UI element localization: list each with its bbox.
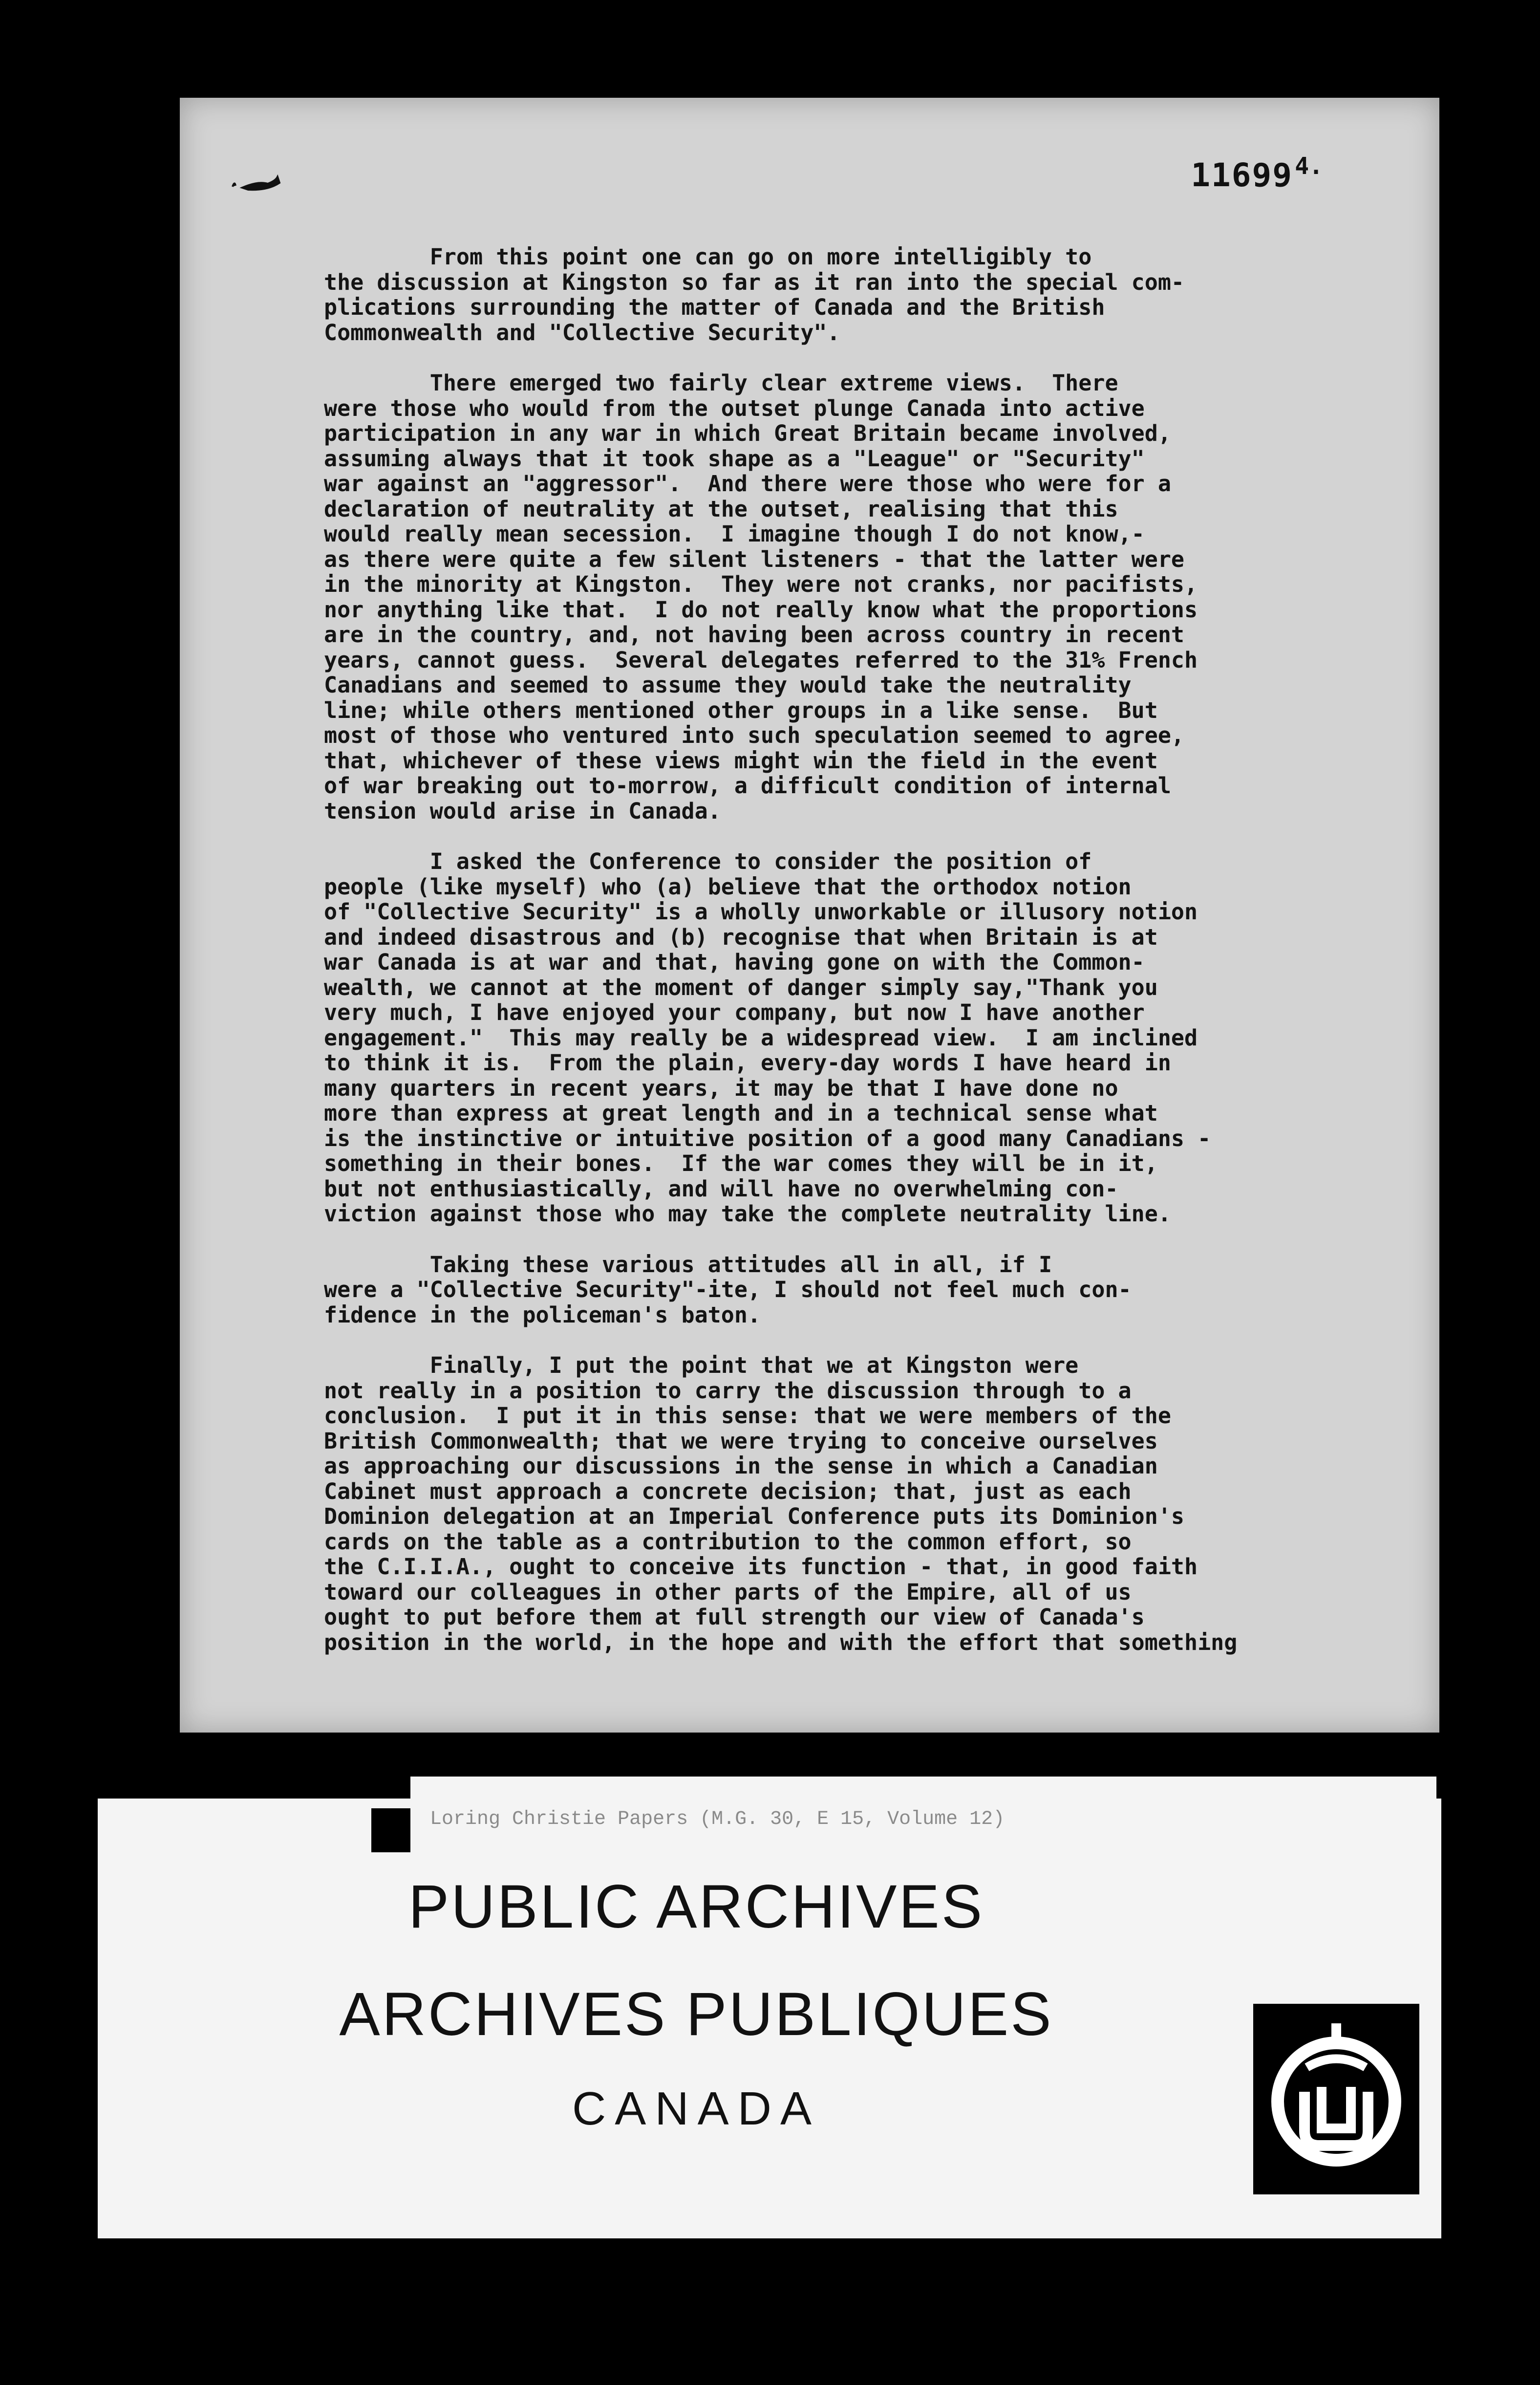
text-line: as there were quite a few silent listeners - that the latter were	[324, 546, 1184, 572]
text-line: of "Collective Security" is a wholly unworkable or illusory notion	[324, 899, 1198, 925]
text-line: to think it is. From the plain, every-day words I have heard in	[324, 1050, 1171, 1076]
text-line: Commonwealth and "Collective Security".	[324, 319, 840, 346]
text-line: and indeed disastrous and (b) recognise that when Britain is at	[324, 924, 1158, 950]
document-page	[180, 98, 1439, 1733]
text-line: tension would arise in Canada.	[324, 798, 721, 824]
text-line: There emerged two fairly clear extreme views. There	[324, 370, 1118, 396]
text-line: Finally, I put the point that we at Kingston were	[324, 1352, 1079, 1378]
text-line: nor anything like that. I do not really know what the proportions	[324, 596, 1198, 623]
text-line: I asked the Conference to consider the position of	[324, 848, 1092, 874]
text-line: but not enthusiastically, and will have no overwhelming con-	[324, 1175, 1118, 1202]
letter-body	[324, 244, 1413, 1680]
archive-country: CANADA	[572, 2082, 821, 2135]
text-line: very much, I have enjoyed your company, but now I have another	[324, 999, 1145, 1025]
text-line: From this point one can go on more intelligibly to	[324, 244, 1092, 270]
text-line: Canadians and seemed to assume they would take the neutrality	[324, 672, 1132, 698]
paragraph	[324, 244, 1413, 345]
text-line: viction against those who may take the complete neutrality line.	[324, 1201, 1171, 1227]
text-line: in the minority at Kingston. They were not cranks, nor pacifists,	[324, 571, 1198, 597]
text-line: fidence in the policeman's baton.	[324, 1301, 761, 1328]
archives-logo	[1253, 2004, 1419, 2194]
text-line: declaration of neutrality at the outset, realising that this	[324, 496, 1118, 522]
archives-emblem-icon	[1253, 2004, 1419, 2194]
text-line: cards on the table as a contribution to the common effort, so	[324, 1528, 1132, 1555]
text-line: most of those who ventured into such speculation seemed to agree,	[324, 722, 1184, 748]
archive-title-french: ARCHIVES PUBLIQUES	[339, 1980, 1053, 2048]
text-line: of war breaking out to-morrow, a difficult condition of internal	[324, 773, 1171, 799]
text-line: Dominion delegation at an Imperial Conference puts its Dominion's	[324, 1503, 1184, 1529]
text-line: not really in a position to carry the discussion through to a	[324, 1377, 1132, 1404]
text-line: assuming always that it took shape as a "League" or "Security"	[324, 445, 1145, 472]
text-line: were a "Collective Security"-ite, I should not feel much con-	[324, 1277, 1132, 1302]
archive-citation: Loring Christie Papers (M.G. 30, E 15, Volume 12)	[430, 1808, 1005, 1830]
text-line: the C.I.I.A., ought to conceive its function - that, in good faith	[324, 1554, 1198, 1580]
text-line: toward our colleagues in other parts of the Empire, all of us	[324, 1579, 1132, 1605]
page-number: 11699	[1191, 156, 1293, 194]
paragraph	[324, 1252, 1413, 1328]
text-line: people (like myself) who (a) believe that the orthodox notion	[324, 873, 1132, 900]
paragraph	[324, 1353, 1413, 1655]
text-line: as approaching our discussions in the sense in which a Canadian	[324, 1453, 1158, 1479]
text-line: British Commonwealth; that we were trying to conceive ourselves	[324, 1428, 1158, 1454]
page-number-suffix: 4.	[1295, 152, 1323, 180]
text-line: many quarters in recent years, it may be that I have done no	[324, 1075, 1118, 1101]
text-line: were those who would from the outset plunge Canada into active	[324, 395, 1145, 421]
text-line: position in the world, in the hope and with the effort that something	[324, 1629, 1238, 1655]
archive-title-english: PUBLIC ARCHIVES	[408, 1873, 984, 1941]
text-line: war Canada is at war and that, having gone on with the Common-	[324, 949, 1145, 975]
text-line: are in the country, and, not having been across country in recent	[324, 622, 1184, 648]
text-line: Cabinet must approach a concrete decision; that, just as each	[324, 1478, 1132, 1504]
text-line: wealth, we cannot at the moment of danger simply say,"Thank you	[324, 974, 1158, 1000]
text-line: war against an "aggressor". And there were those who were for a	[324, 471, 1171, 497]
paragraph	[324, 370, 1413, 824]
text-line: line; while others mentioned other groups in a like sense. But	[324, 697, 1158, 723]
text-line: is the instinctive or intuitive position of a good many Canadians -	[324, 1125, 1211, 1151]
text-line: more than express at great length and in a technical sense what	[324, 1100, 1158, 1126]
text-line: something in their bones. If the war comes they will be in it,	[324, 1150, 1158, 1176]
text-line: plications surrounding the matter of Canada and the British	[324, 294, 1105, 320]
ink-mark-icon	[229, 166, 282, 195]
text-line: ought to put before them at full strength our view of Canada's	[324, 1604, 1145, 1630]
text-line: the discussion at Kingston so far as it ran into the special com-	[324, 269, 1184, 295]
paragraph	[324, 849, 1413, 1227]
text-line: would really mean secession. I imagine though I do not know,-	[324, 521, 1145, 547]
label-notch	[371, 1808, 410, 1852]
text-line: conclusion. I put it in this sense: that we were members of the	[324, 1403, 1171, 1429]
text-line: engagement." This may really be a widespread view. I am inclined	[324, 1024, 1198, 1051]
text-line: that, whichever of these views might win the field in the event	[324, 747, 1158, 774]
text-line: participation in any war in which Great Britain became involved,	[324, 420, 1171, 446]
text-line: years, cannot guess. Several delegates referred to the 31% French	[324, 647, 1198, 673]
text-line: Taking these various attitudes all in all, if I	[324, 1251, 1052, 1278]
